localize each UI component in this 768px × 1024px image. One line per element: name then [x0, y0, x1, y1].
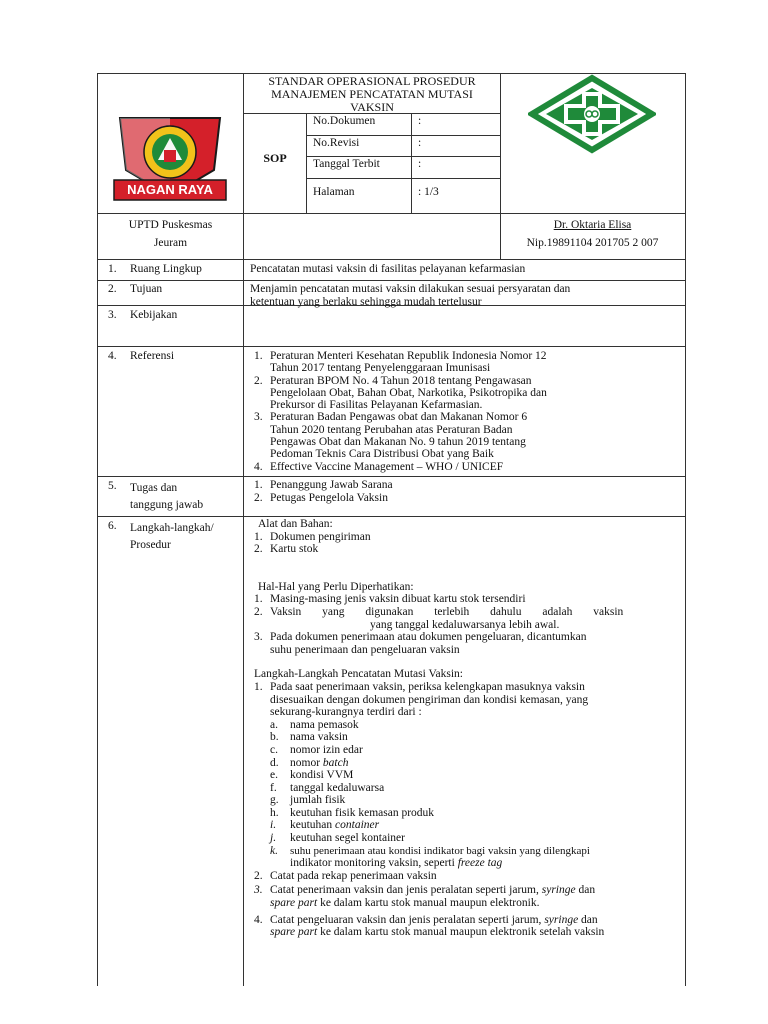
- list-item: [254, 461, 674, 473]
- list-item: [254, 350, 674, 375]
- list-text: Tahun 2017 tentang Penyelenggaraan Imunisasi: [270, 362, 491, 375]
- list-number: h.: [270, 806, 279, 819]
- row-1-text: Pencatatan mutasi vaksin di fasilitas pelayanan kefarmasian: [250, 263, 526, 275]
- list-number: k.: [270, 844, 278, 857]
- row-5-num: 5.: [108, 480, 117, 492]
- list-text: keutuhan fisik kemasan produk: [290, 806, 435, 819]
- row-6-num: 6.: [108, 520, 117, 532]
- row-5-label-line-2: tanggung jawab: [130, 499, 204, 511]
- row-4-label: Referensi: [130, 350, 175, 362]
- list-text: Pada saat penerimaan vaksin, periksa kelengkapan masuknya vaksin: [270, 680, 585, 693]
- list-item: [270, 719, 678, 732]
- list-item: [270, 731, 678, 744]
- alat-title: Alat dan Bahan:: [258, 518, 333, 530]
- list-text-italic: container: [335, 819, 380, 832]
- list-text: Pengelolaan Obat, Bahan Obat, Narkotika, Psikotropika dan: [270, 386, 547, 399]
- meta-value-no-revisi: :: [418, 137, 422, 149]
- list-number: c.: [270, 743, 278, 756]
- list-text-part: dan: [575, 884, 596, 897]
- list-number: 2.: [254, 869, 263, 882]
- list-number: 4.: [254, 460, 263, 473]
- list-text: [290, 857, 678, 870]
- list-text-part: Catat penerimaan vaksin dan jenis peralatan seperti jarum,: [270, 884, 542, 897]
- list-text: disesuaikan dengan dokumen pengiriman dan kondisi kemasan, yang: [270, 693, 589, 706]
- list-text-part: indikator monitoring vaksin, seperti: [290, 857, 458, 870]
- list-item: [254, 375, 674, 412]
- list-item: [254, 914, 678, 939]
- list-text: Kartu stok: [270, 543, 319, 556]
- list-number: 3.: [254, 631, 263, 644]
- list-number: f.: [270, 781, 277, 794]
- list-text: Effective Vaccine Management – WHO / UNICEF: [270, 460, 504, 473]
- title-line-1: STANDAR OPERASIONAL PROSEDUR: [268, 74, 476, 88]
- logo-caption: NAGAN RAYA: [127, 182, 213, 197]
- list-number: i.: [270, 819, 277, 832]
- meta-label-no-revisi: No.Revisi: [313, 137, 360, 149]
- list-text: nama pemasok: [290, 718, 359, 731]
- list-number: e.: [270, 769, 278, 782]
- prosedur-content: [254, 518, 678, 939]
- list-item: [270, 757, 678, 770]
- list-text: Peraturan Badan Pengawas obat dan Makanan Nomor 6: [270, 411, 528, 424]
- row-1-label: Ruang Lingkup: [130, 263, 202, 275]
- list-number: d.: [270, 756, 279, 769]
- row-2-num: 2.: [108, 283, 117, 295]
- list-text-italic: batch: [322, 756, 349, 769]
- list-number: 2.: [254, 374, 263, 387]
- list-number: b.: [270, 731, 279, 744]
- list-text: Peraturan BPOM No. 4 Tahun 2018 tentang Pengawasan: [270, 374, 532, 387]
- list-item: [254, 531, 678, 544]
- list-item: [270, 845, 678, 870]
- list-text: Vaksin yang digunakan terlebih dahulu adalah vaksin: [270, 605, 624, 618]
- puskesmas-logo: [528, 74, 656, 154]
- list-text: Petugas Pengelola Vaksin: [270, 491, 388, 504]
- row-2-text: [250, 283, 680, 309]
- meta-value-halaman: : 1/3: [418, 186, 439, 198]
- meta-label-halaman: Halaman: [313, 186, 355, 198]
- list-text: suhu penerimaan dan pengeluaran vaksin: [270, 643, 460, 656]
- list-text: kondisi VVM: [290, 769, 354, 782]
- meta-value-no-dokumen: :: [418, 115, 422, 127]
- list-text: [270, 897, 678, 910]
- title-line-3: VAKSIN: [350, 100, 394, 114]
- signer-nip: Nip.19891104 201705 2 007: [526, 237, 659, 249]
- document-title: [244, 75, 500, 114]
- list-text: nomor: [290, 756, 323, 769]
- list-text-part: ke dalam kartu stok manual maupun elektronik.: [317, 897, 540, 910]
- list-text: Penanggung Jawab Sarana: [270, 479, 393, 491]
- row-3-num: 3.: [108, 309, 117, 321]
- list-text: sekurang-kurangnya terdiri dari :: [270, 706, 422, 719]
- list-number: 2.: [254, 543, 263, 556]
- list-item: [254, 681, 678, 870]
- list-text: Dokumen pengiriman: [270, 530, 371, 543]
- list-number: 1.: [254, 680, 263, 693]
- list-item: [270, 807, 678, 820]
- list-number: 1.: [254, 350, 263, 362]
- list-text-italic: spare part: [270, 897, 318, 910]
- list-text-part: dan: [578, 913, 598, 926]
- row-5-label: [130, 480, 203, 514]
- list-item: [254, 870, 678, 883]
- org-line-2: Jeuram: [153, 237, 188, 250]
- list-item: [254, 543, 678, 556]
- list-text: tanggal kedaluwarsa: [290, 781, 385, 794]
- org-name: [98, 219, 243, 250]
- list-text: keutuhan: [290, 819, 336, 832]
- list-item: [254, 411, 674, 460]
- list-item: [254, 479, 393, 492]
- list-text: [270, 914, 678, 927]
- list-number: 3.: [254, 884, 263, 897]
- org-line-1: UPTD Puskesmas: [128, 219, 213, 231]
- list-item: [270, 819, 678, 832]
- row-2-text-line-1: Menjamin pencatatan mutasi vaksin dilakukan sesuai persyaratan dan: [250, 283, 571, 295]
- list-text-italic: syringe: [544, 913, 579, 926]
- list-text: keutuhan segel kontainer: [290, 832, 405, 845]
- referensi-list: [254, 350, 674, 473]
- list-item: [270, 832, 678, 845]
- row-6-label-line-1: Langkah-langkah/: [130, 522, 214, 534]
- list-text: jumlah fisik: [290, 794, 346, 807]
- hal-title: Hal-Hal yang Perlu Diperhatikan:: [258, 580, 414, 593]
- list-item: [254, 593, 678, 606]
- list-item: [254, 492, 393, 505]
- list-number: 2.: [254, 605, 263, 618]
- langkah-title: Langkah-Langkah Pencatatan Mutasi Vaksin:: [254, 668, 463, 681]
- list-number: 2.: [254, 491, 263, 504]
- list-text: yang tanggal kedaluwarsanya lebih awal.: [370, 618, 560, 631]
- list-number: a.: [270, 718, 278, 731]
- list-text: suhu penerimaan atau kondisi indikator bagi vaksin yang dilengkapi: [290, 844, 590, 857]
- list-number: 1.: [254, 530, 263, 543]
- list-item: [270, 744, 678, 757]
- meta-label-tanggal-terbit: Tanggal Terbit: [313, 158, 380, 170]
- list-text-part: Catat pengeluaran vaksin dan jenis peralatan seperti jarum,: [270, 913, 545, 926]
- row-6-label: [130, 520, 214, 554]
- list-text: Peraturan Menteri Kesehatan Republik Indonesia Nomor 12: [270, 350, 547, 362]
- list-text: nomor izin edar: [290, 743, 363, 756]
- list-number: 4.: [254, 913, 263, 926]
- list-text-italic: spare part: [270, 926, 318, 939]
- list-text: [270, 884, 678, 897]
- list-text: nama vaksin: [290, 731, 348, 744]
- list-text: Pengawas Obat dan Makanan No. 9 tahun 2019 tentang: [270, 436, 526, 449]
- list-number: g.: [270, 794, 279, 807]
- title-line-2: MANAJEMEN PENCATATAN MUTASI: [271, 87, 473, 101]
- list-text-part: ke dalam kartu stok manual maupun elektronik setelah vaksin: [317, 926, 605, 939]
- list-text-italic: freeze tag: [457, 857, 503, 870]
- row-4-num: 4.: [108, 350, 117, 362]
- puskesmas-cross-icon: [528, 74, 656, 154]
- list-text: Catat pada rekap penerimaan vaksin: [270, 869, 437, 882]
- list-item: [270, 782, 678, 795]
- list-number: 1.: [254, 593, 263, 606]
- list-text: Pada dokumen penerimaan atau dokumen pengeluaran, dicantumkan: [270, 631, 587, 644]
- list-item: [254, 631, 678, 656]
- list-number: j.: [270, 832, 277, 845]
- list-text-italic: syringe: [541, 884, 576, 897]
- row-2-text-line-2: ketentuan yang berlaku sehingga mudah tertelusur: [250, 296, 482, 309]
- row-3-label: Kebijakan: [130, 309, 178, 321]
- meta-label-no-dokumen: No.Dokumen: [313, 115, 376, 127]
- list-text: Masing-masing jenis vaksin dibuat kartu stok tersendiri: [270, 593, 526, 606]
- list-number: 1.: [254, 479, 263, 491]
- row-2-label: Tujuan: [130, 283, 163, 295]
- list-item: [254, 884, 678, 909]
- row-5-label-line-1: Tugas dan: [130, 482, 178, 494]
- sop-label: SOP: [263, 151, 287, 165]
- row-6-label-line-2: Prosedur: [130, 539, 171, 551]
- list-number: 3.: [254, 411, 263, 424]
- meta-value-tanggal-terbit: :: [418, 158, 422, 170]
- row-1-num: 1.: [108, 263, 117, 275]
- list-text: [270, 926, 678, 939]
- tugas-list: [254, 479, 393, 504]
- list-item: [270, 794, 678, 807]
- list-text: Prekursor di Fasilitas Pelayanan Kefarmasian.: [270, 399, 483, 412]
- list-text: Pedoman Teknis Cara Distribusi Obat yang Baik: [270, 448, 494, 461]
- nagan-raya-logo: [110, 110, 230, 206]
- list-text: Tahun 2020 tentang Perubahan atas Peraturan Badan: [270, 423, 513, 436]
- list-item: [254, 606, 678, 631]
- list-item: [270, 769, 678, 782]
- signer-name: Dr. Oktaria Elisa: [553, 219, 632, 231]
